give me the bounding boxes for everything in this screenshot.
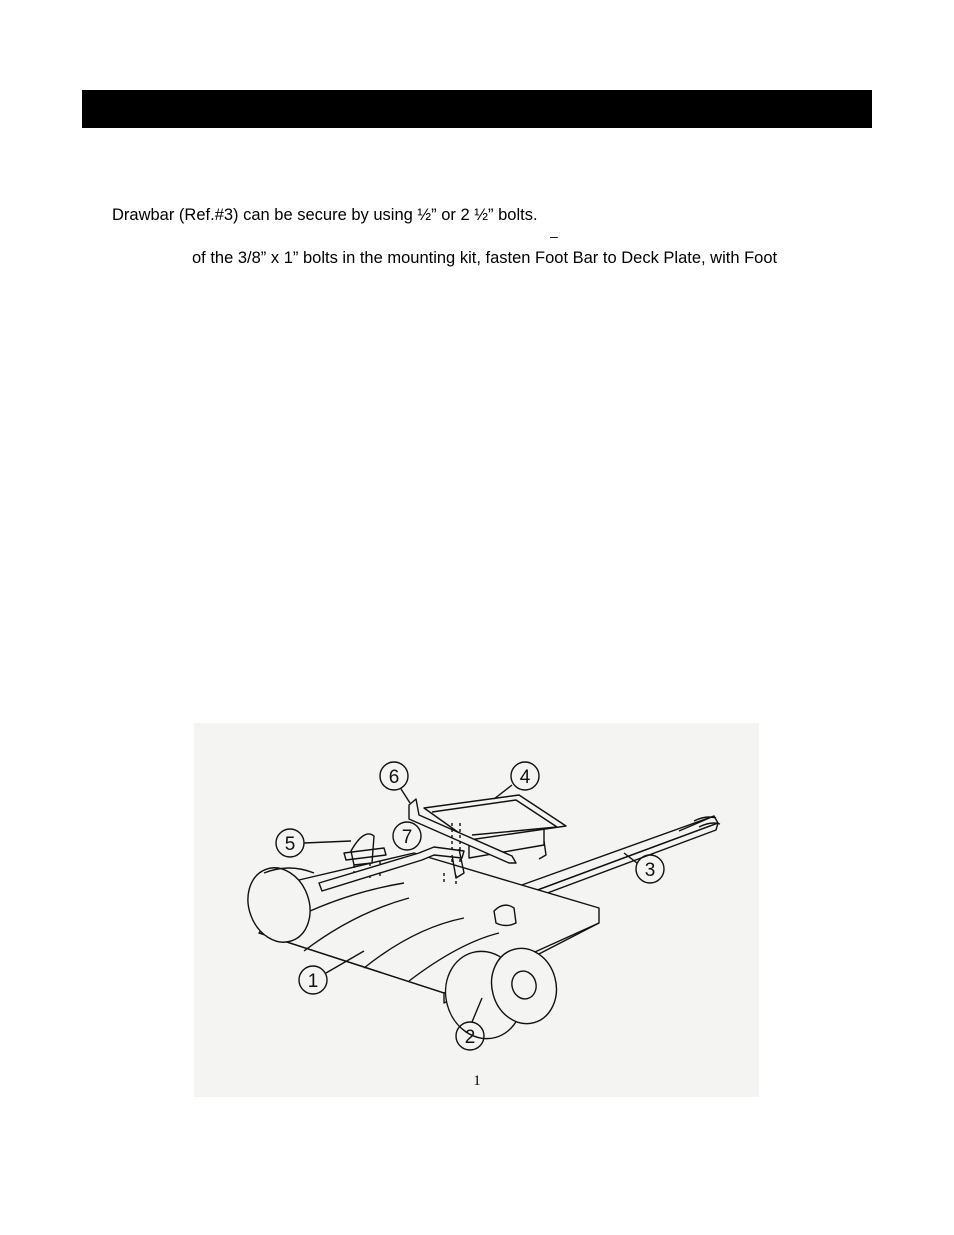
svg-text:4: 4 [519, 767, 531, 788]
callout-6 [380, 762, 410, 803]
callout-4 [494, 762, 539, 799]
svg-text:7: 7 [401, 827, 413, 848]
svg-text:5: 5 [284, 834, 296, 855]
instruction-line-2: of the 3/8” x 1” bolts in the mounting kit, fasten Foot Bar to Deck Plate, with Foot [192, 249, 778, 267]
assembly-diagram [194, 723, 759, 1097]
instruction-line-1: Drawbar (Ref.#3) can be secure by using ½” or 2 ½” bolts. [112, 206, 538, 224]
instruction-dash: – [550, 228, 558, 244]
svg-text:6: 6 [388, 767, 400, 788]
svg-text:3: 3 [644, 860, 656, 881]
page-number: 1 [473, 1073, 481, 1089]
svg-text:1: 1 [307, 971, 319, 992]
callout-1 [299, 951, 364, 994]
callout-5 [276, 829, 351, 857]
svg-text:2: 2 [464, 1027, 476, 1048]
section-header-bar [82, 90, 872, 128]
callout-7 [393, 822, 421, 850]
